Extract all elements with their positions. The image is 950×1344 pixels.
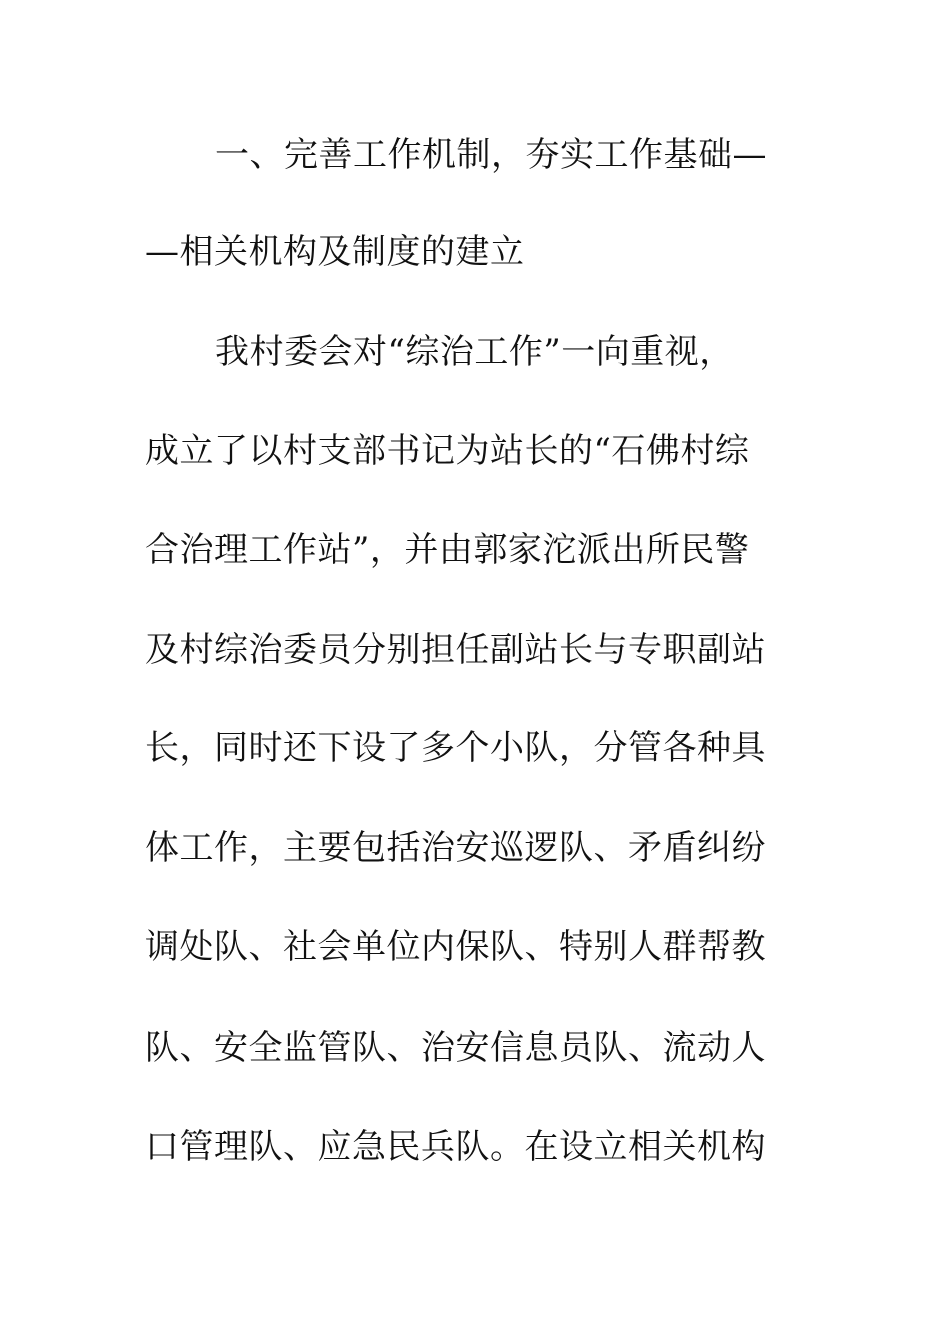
- paragraph-line: 体工作，主要包括治安巡逻队、矛盾纠纷: [145, 828, 766, 868]
- paragraph-line: 合治理工作站”，并由郭家沱派出所民警: [145, 530, 750, 570]
- paragraph-line: 口管理队、应急民兵队。在设立相关机构: [145, 1127, 766, 1167]
- paragraph-line: 长，同时还下设了多个小队，分管各种具: [145, 728, 766, 768]
- paragraph-line: 成立了以村支部书记为站长的“石佛村综: [145, 431, 750, 471]
- paragraph-line: 及村综治委员分别担任副站长与专职副站: [145, 630, 766, 670]
- paragraph-line: 队、安全监管队、治安信息员队、流动人: [145, 1028, 766, 1068]
- heading-line: 一、完善工作机制，夯实工作基础—: [215, 135, 767, 175]
- heading-line: —相关机构及制度的建立: [145, 232, 525, 272]
- paragraph-line: 调处队、社会单位内保队、特别人群帮教: [145, 927, 766, 967]
- paragraph-line: 我村委会对“综治工作”一向重视，: [215, 332, 734, 372]
